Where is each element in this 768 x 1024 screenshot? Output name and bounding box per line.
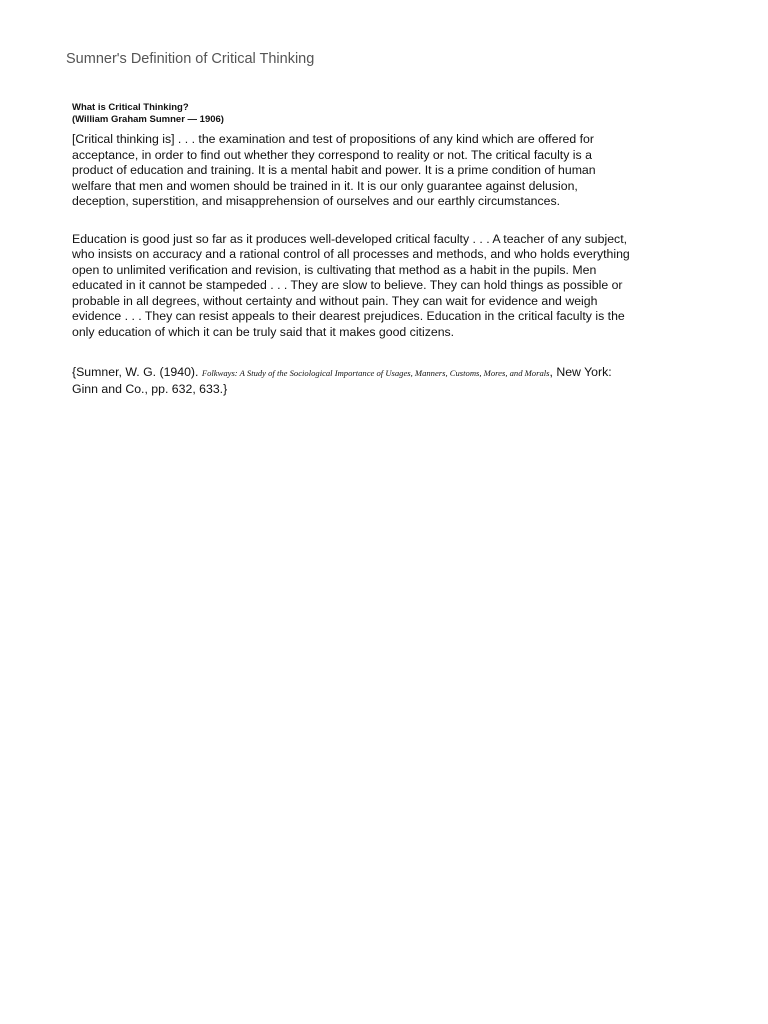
quote-paragraph-1: [Critical thinking is] . . . the examination and test of propositions of any kind which are offered for acceptance, in order to find out whether they correspond to reality or not. The critical faculty is a product of education and training. It is a mental habit and power. It is a prime condition of human welfare that men and women should be trained in it. It is our only guarantee against delusion, deception, superstition, and misapprehension of ourselves and our earthly circumstances. — [72, 132, 596, 208]
page-title: Sumner's Definition of Critical Thinking — [66, 51, 315, 67]
document-body — [72, 102, 632, 397]
citation — [72, 364, 632, 397]
section-subheading: (William Graham Sumner — 1906) — [72, 114, 224, 125]
citation-work-title: Folkways: A Study of the Sociological Importance of Usages, Manners, Customs, Mores, and Morals — [201, 368, 550, 378]
citation-suffix: , New York: Ginn and Co., pp. 632, 633.} — [72, 365, 612, 396]
section-heading: What is Critical Thinking? — [72, 102, 189, 113]
quote-paragraph-2: Education is good just so far as it produces well-developed critical faculty . . . A teacher of any subject, who insists on accuracy and a rational control of all processes and methods, and who holds everything open to unlimited verification and revision, is cultivating that method as a habit in the pupils. Men educated in it cannot be stampeded . . . They are slow to believe. They can hold things as possible or probable in all degrees, without certainty and without pain. They can wait for evidence and weigh evidence . . . They can resist appeals to their dearest prejudices. Education in the critical faculty is the only education of which it can be truly said that it makes good citizens. — [72, 231, 630, 339]
citation-prefix: {Sumner, W. G. (1940). — [72, 365, 202, 379]
